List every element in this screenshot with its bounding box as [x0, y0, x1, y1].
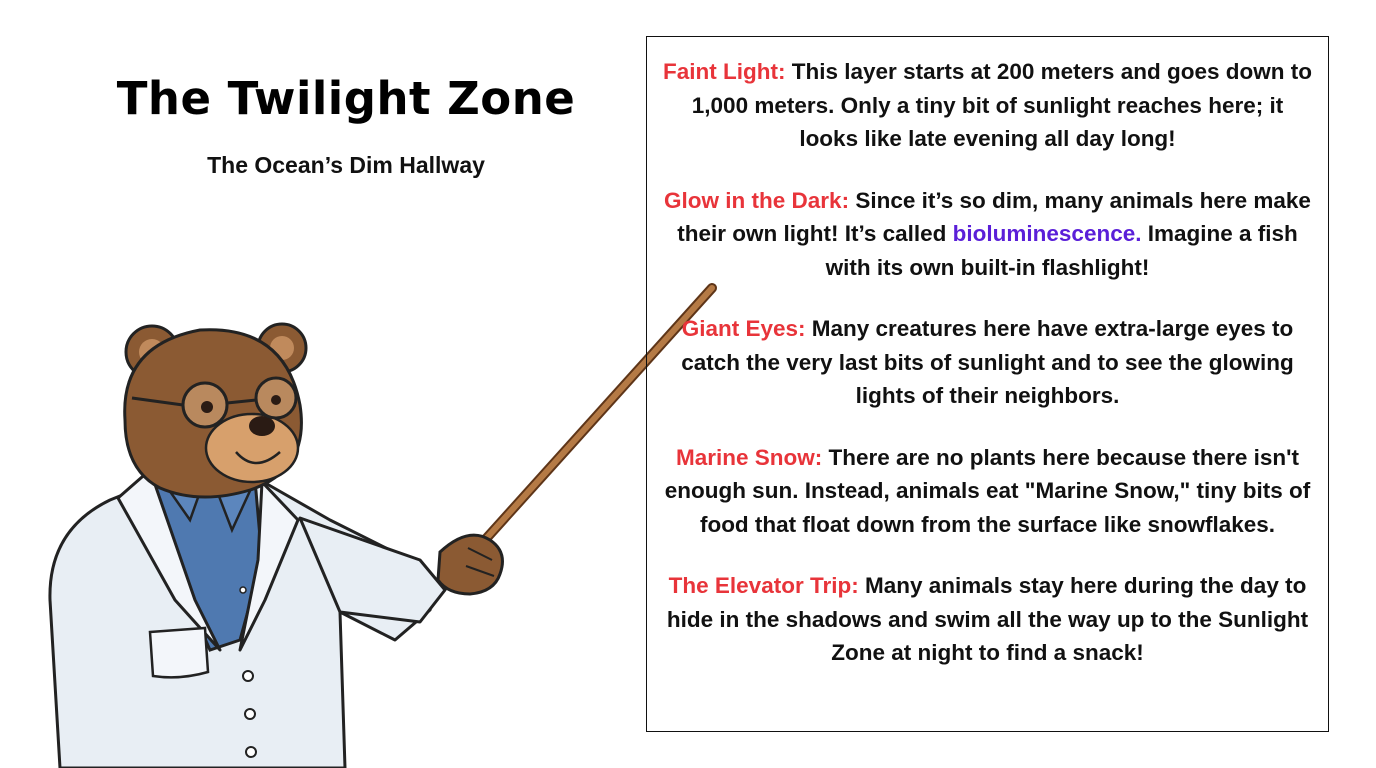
page-title: The Twilight Zone	[116, 72, 576, 125]
fact-text: Many animals stay here during the day to hide in the shadows and swim all the way up to the Sunlight Zone at night to find a snack!	[666, 573, 1309, 665]
fact-text: Many creatures here have extra-large eyes to catch the very last bits of sunlight and to see the glowing lights of their neighbors.	[681, 316, 1294, 408]
fact-label: Faint Light:	[663, 59, 786, 84]
facts-panel	[646, 36, 1329, 732]
fact-faint-light	[661, 55, 1314, 156]
fact-text: This layer starts at 200 meters and goes down to 1,000 meters. Only a tiny bit of sunlight reaches here; it looks like late evening all day long!	[691, 59, 1312, 151]
lab-coat	[50, 470, 445, 768]
fact-label: Giant Eyes:	[681, 316, 806, 341]
fact-label: The Elevator Trip:	[668, 573, 859, 598]
fact-text: Since it’s so dim, many animals here make their own light! It’s called	[677, 187, 1311, 246]
fact-label: Glow in the Dark:	[664, 187, 850, 213]
bear-head	[125, 324, 306, 497]
fact-text: Imagine a fish with its own built-in flashlight!	[825, 221, 1298, 280]
fact-giant-eyes	[661, 312, 1314, 413]
fact-text: There are no plants here because there isn't enough sun. Instead, animals eat "Marine Snow," tiny bits of food that float down from the surface like snowflakes.	[664, 444, 1311, 537]
page-subtitle: The Ocean’s Dim Hallway	[207, 152, 485, 178]
highlight-term: bioluminescence.	[952, 221, 1142, 246]
fact-elevator-trip	[661, 569, 1314, 670]
bear-hand	[438, 535, 502, 594]
fact-label: Marine Snow:	[675, 444, 823, 470]
fact-marine-snow	[661, 441, 1314, 542]
fact-glow-in-the-dark	[661, 184, 1314, 285]
